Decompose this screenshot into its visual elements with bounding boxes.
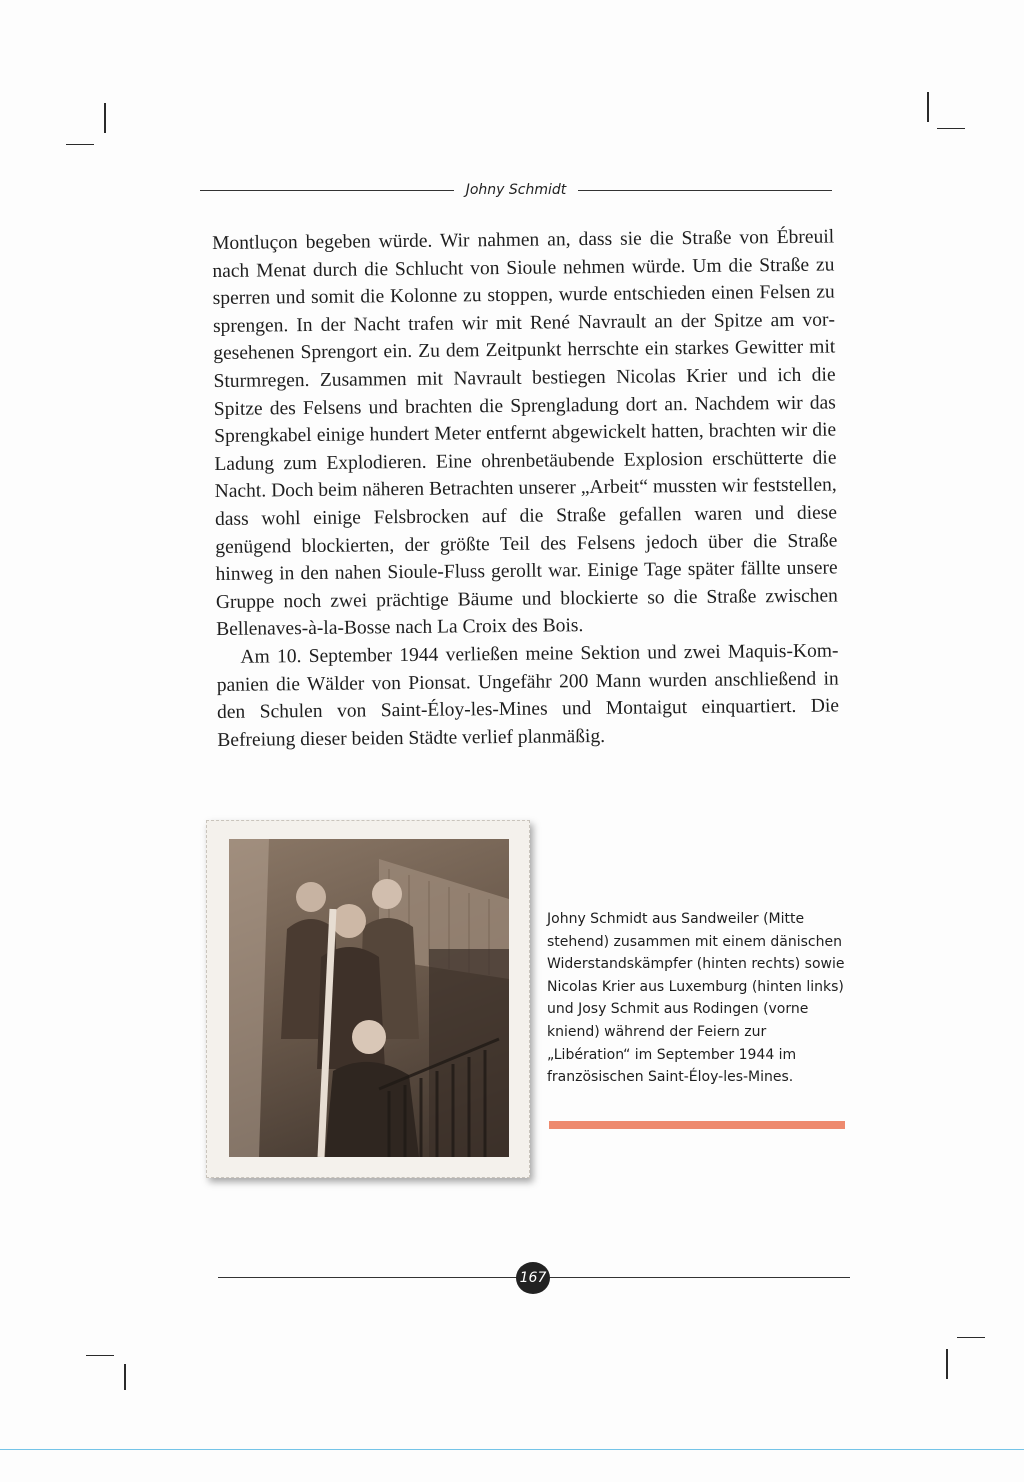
crop-mark [946,1349,948,1379]
crop-mark [927,92,929,122]
scan-edge-line [0,1449,1024,1450]
photo-caption: Johny Schmidt aus Sandweiler (Mitte stehend) zusammen mit einem dänischen Widerstandskämpfer (hinten rechts) sowie Nicolas Krier aus Luxemburg (hinten links) und Josy Schmit aus Rodingen (vorne kniend) während der Feiern zur „Libération“ im September 1944 im französischen Saint-Éloy-les-Mines. [547,911,845,1086]
crop-mark [66,144,94,145]
group-photo [229,839,509,1157]
photo-frame [206,820,530,1178]
page-number: 167 [516,1262,550,1294]
running-header [200,178,832,202]
footer-rule-right [548,1277,850,1278]
body-text [212,223,839,754]
crop-mark [104,103,106,133]
header-rule-left [200,190,454,191]
caption-accent-bar [549,1121,845,1129]
header-rule-right [578,190,832,191]
crop-mark [86,1355,114,1356]
paragraph: Am 10. September 1944 verließen meine Sektion und zwei Maquis-Kompanien die Wälder von Pionsat. Ungefähr 200 Mann wurden anschließend in den Schulen von Saint-Éloy-les-Mines und Montaigut einquartiert. Die Befreiung dieser beiden Städte verlief planmäßig. [216,640,840,751]
crop-mark [937,128,965,129]
crop-mark [124,1364,126,1390]
footer-rule-left [218,1277,518,1278]
crop-mark [957,1337,985,1338]
header-title: Johny Schmidt [465,182,567,198]
group-photo-illustration [229,839,509,1157]
paragraph: Montluçon begeben würde. Wir nahmen an, dass sie die Straße von Ébreuil nach Menat durch die Schlucht von Sioule nehmen würde. Um die Straße zu sperren und somit die Kolonne zu stoppen, wurde entschieden einen Felsen zu sprengen. In der Nacht trafen wir mit René Navrault an der Spitze am vorgesehenen Sprengort ein. Zu dem Zeitpunkt herrschte ein starkes Gewitter mit Sturmregen. Zusammen mit Navrault bestiegen Nicolas Krier und ich die Spitze des Felsens und brachten die Sprengladung dort an. Nachdem wir das Sprengkabel einige hundert Meter entfernt abgewickelt hatten, brachten wir die Ladung zum Explodieren. Eine ohrenbetäubende Explosion erschütterte die Nacht. Doch beim näheren Betrachten unserer „Arbeit“ mussten wir feststellen, dass wohl einige Felsbrocken auf die Straße gefallen waren und diese genügend blockierten, der größte Teil des Felsens jedoch über die Straße hinweg in den nahen Sioule-Fluss gerollt war. Einige Tage später fällte unsere Gruppe noch zwei prächtige Bäume und blockierte so die Straße zwischen Bellenaves-à-la-Bosse nach La Croix des Bois. [212,226,838,641]
